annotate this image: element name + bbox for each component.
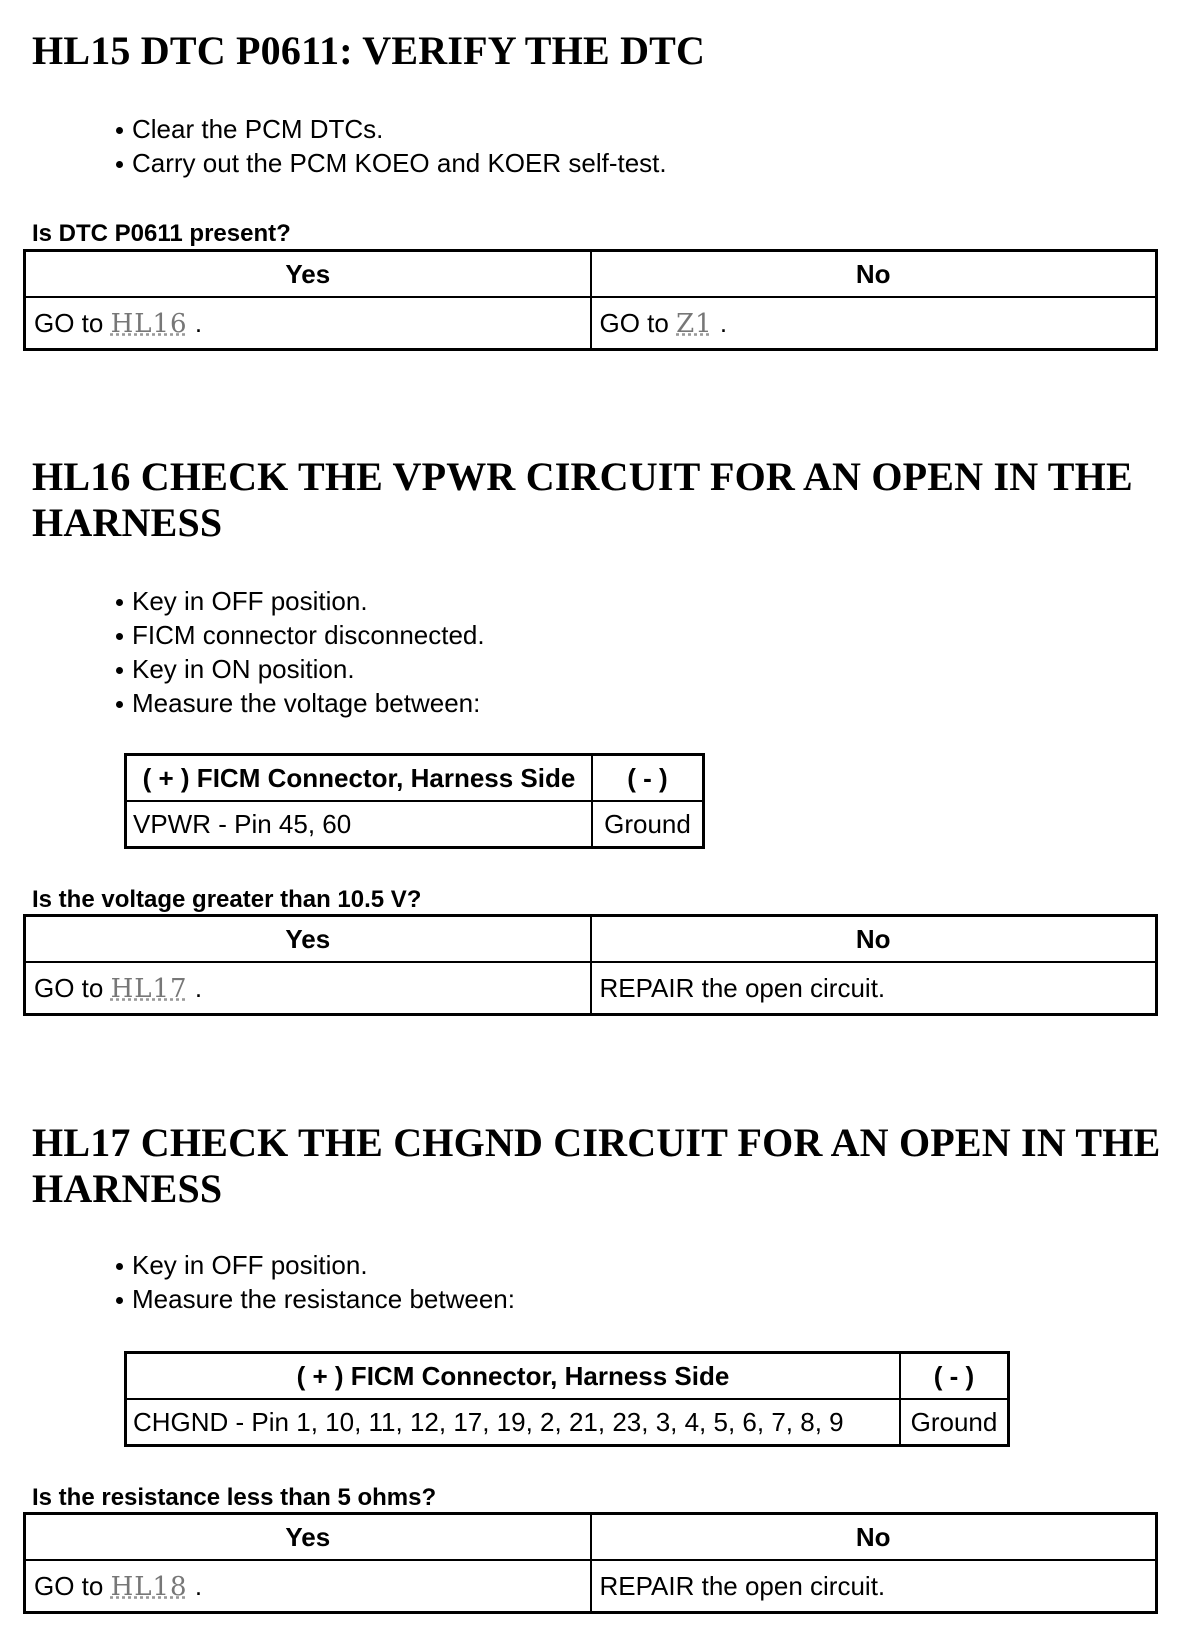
yes-prefix: GO to xyxy=(34,972,111,1003)
no-prefix: GO to xyxy=(599,307,677,338)
yes-header: Yes xyxy=(25,1514,591,1561)
yes-prefix: GO to xyxy=(34,307,111,338)
hl16-question: Is the voltage greater than 10.5 V? xyxy=(32,886,422,913)
step-item: Measure the voltage between: xyxy=(115,686,485,720)
hl16-measure-table xyxy=(124,753,705,849)
hl17-answer-table xyxy=(23,1512,1158,1614)
no-header: No xyxy=(591,916,1157,963)
step-item: Clear the PCM DTCs. xyxy=(115,112,667,146)
measure-header-negative: ( - ) xyxy=(900,1353,1009,1400)
hl17-question: Is the resistance less than 5 ohms? xyxy=(32,1484,437,1511)
measure-pin-cell: CHGND - Pin 1, 10, 11, 12, 17, 19, 2, 21, 23, 3, 4, 5, 6, 7, 8, 9 xyxy=(126,1399,901,1446)
yes-suffix: . xyxy=(187,307,203,338)
yes-cell xyxy=(25,1560,591,1613)
goto-hl16-link[interactable]: HL16 xyxy=(110,308,188,339)
hl15-steps xyxy=(115,112,667,180)
measure-ground-cell: Ground xyxy=(592,801,704,848)
hl17-title-line2: HARNESS xyxy=(32,1166,223,1211)
goto-z1-link[interactable]: Z1 xyxy=(676,308,713,339)
hl17-steps xyxy=(115,1248,515,1316)
hl16-title-line2: HARNESS xyxy=(32,500,223,545)
yes-header: Yes xyxy=(25,916,591,963)
step-item: Key in OFF position. xyxy=(115,584,485,618)
goto-hl17-link[interactable]: HL17 xyxy=(110,973,188,1004)
measure-pin-cell: VPWR - Pin 45, 60 xyxy=(126,801,593,848)
goto-hl18-link[interactable]: HL18 xyxy=(110,1571,188,1602)
yes-header: Yes xyxy=(25,251,591,298)
no-cell xyxy=(591,297,1157,350)
measure-header-positive: ( + ) FICM Connector, Harness Side xyxy=(126,755,593,802)
no-cell: REPAIR the open circuit. xyxy=(591,962,1157,1015)
no-cell: REPAIR the open circuit. xyxy=(591,1560,1157,1613)
no-suffix: . xyxy=(712,307,728,338)
no-header: No xyxy=(591,1514,1157,1561)
step-item: Measure the resistance between: xyxy=(115,1282,515,1316)
hl16-steps xyxy=(115,584,485,720)
step-item: Key in ON position. xyxy=(115,652,485,686)
yes-suffix: . xyxy=(187,1570,203,1601)
hl16-title-line1: HL16 CHECK THE VPWR CIRCUIT FOR AN OPEN IN THE xyxy=(32,454,1133,499)
hl17-title xyxy=(32,1120,1160,1212)
yes-prefix: GO to xyxy=(34,1570,111,1601)
hl16-title xyxy=(32,454,1133,546)
hl15-answer-table xyxy=(23,249,1158,351)
hl16-answer-table xyxy=(23,914,1158,1016)
hl15-question: Is DTC P0611 present? xyxy=(32,220,291,247)
yes-cell xyxy=(25,297,591,350)
yes-cell xyxy=(25,962,591,1015)
hl15-title: HL15 DTC P0611: VERIFY THE DTC xyxy=(32,28,706,73)
yes-suffix: . xyxy=(187,972,203,1003)
step-item: Key in OFF position. xyxy=(115,1248,515,1282)
hl17-title-line1: HL17 CHECK THE CHGND CIRCUIT FOR AN OPEN IN THE xyxy=(32,1120,1161,1165)
step-item: Carry out the PCM KOEO and KOER self-test. xyxy=(115,146,667,180)
hl17-measure-table xyxy=(124,1351,1010,1447)
step-item: FICM connector disconnected. xyxy=(115,618,485,652)
measure-ground-cell: Ground xyxy=(900,1399,1009,1446)
measure-header-positive: ( + ) FICM Connector, Harness Side xyxy=(126,1353,901,1400)
measure-header-negative: ( - ) xyxy=(592,755,704,802)
no-header: No xyxy=(591,251,1157,298)
